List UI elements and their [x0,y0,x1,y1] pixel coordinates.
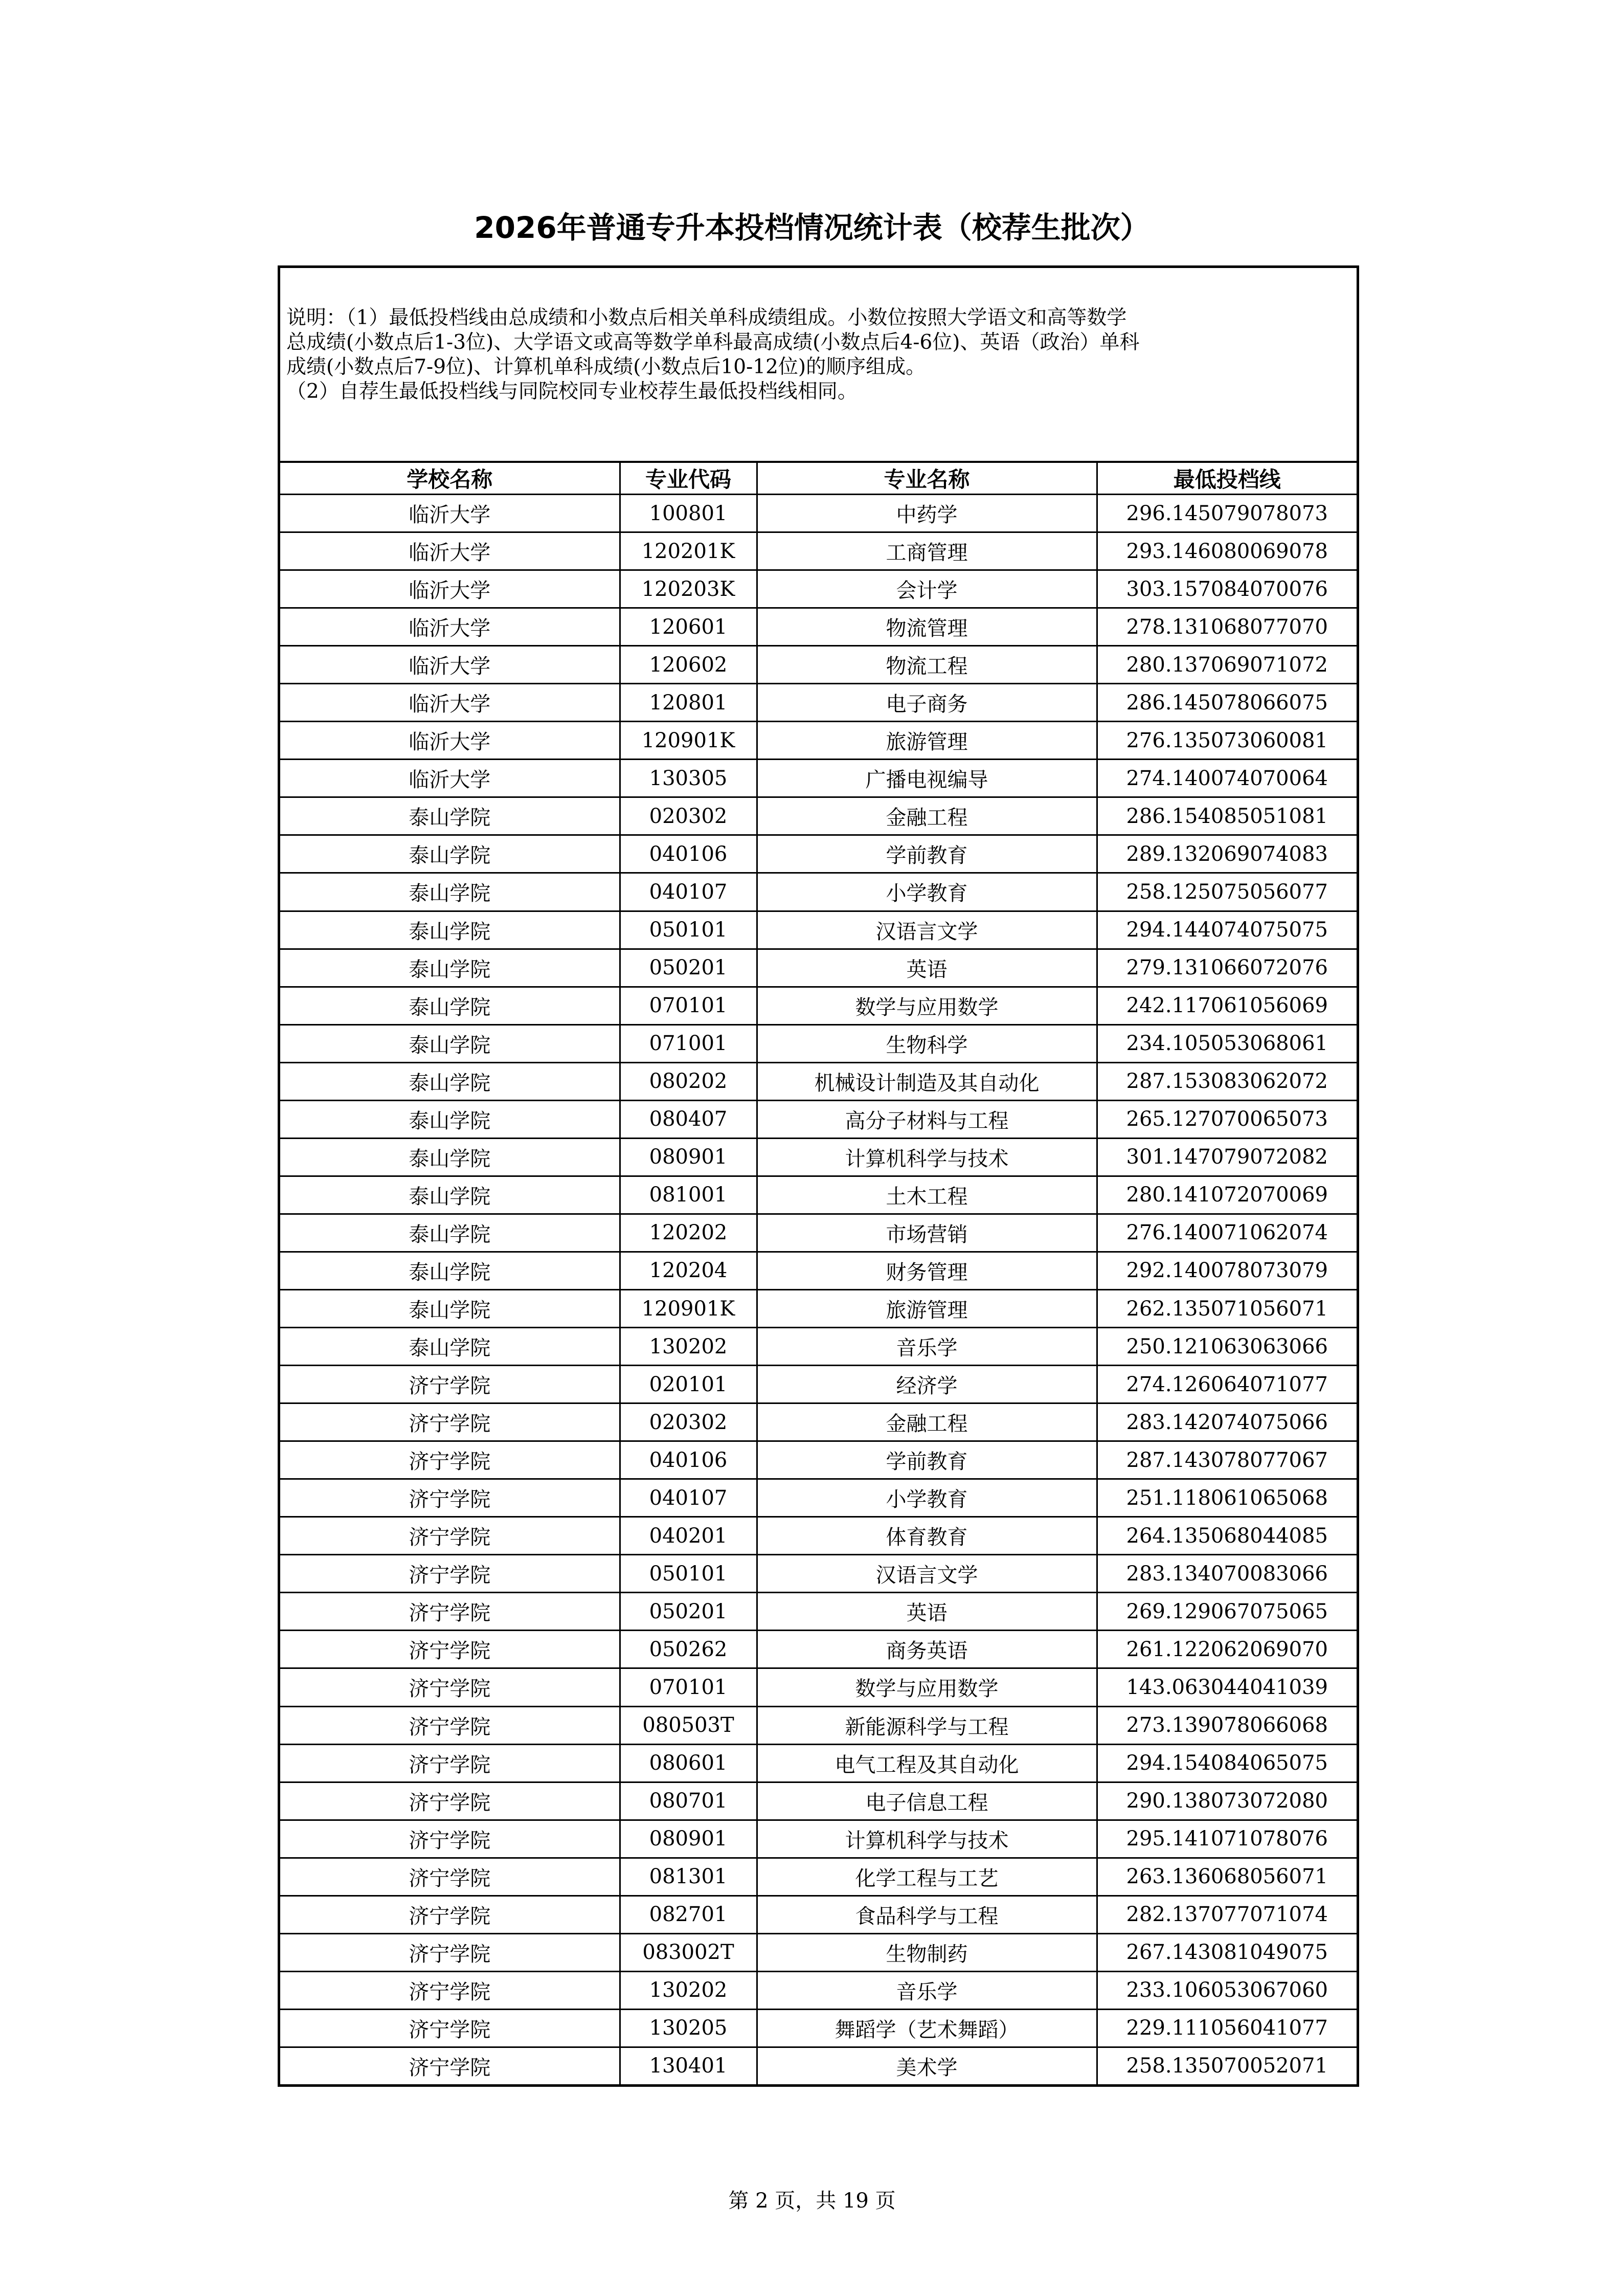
min-score-cell: 286.145078066075 [1097,684,1357,722]
school-name-cell: 济宁学院 [280,1896,620,1933]
table-row [280,1176,1357,1214]
min-score-cell: 242.117061056069 [1097,987,1357,1024]
table-body [280,495,1357,2085]
table-row [280,722,1357,760]
table-row [280,1479,1357,1517]
major-name-cell: 市场营销 [757,1214,1097,1252]
table-row [280,1896,1357,1933]
page-title: 2026年普通专升本投档情况统计表（校荐生批次） [474,210,1150,245]
min-score-cell: 280.141072070069 [1097,1176,1357,1214]
table-row [280,495,1357,532]
table-row [280,570,1357,608]
major-code-cell: 120204 [620,1252,757,1289]
major-name-cell: 物流管理 [757,608,1097,646]
major-name-cell: 音乐学 [757,1328,1097,1366]
major-name-cell: 英语 [757,949,1097,987]
min-score-cell: 289.132069074083 [1097,835,1357,873]
major-name-cell: 金融工程 [757,797,1097,835]
min-score-cell: 233.106053067060 [1097,1971,1357,2009]
table-header-row [280,463,1357,495]
min-score-cell: 278.131068077070 [1097,608,1357,646]
table-row [280,949,1357,987]
major-code-cell: 120202 [620,1214,757,1252]
major-name-cell: 土木工程 [757,1176,1097,1214]
header-major-code: 专业代码 [620,463,757,495]
major-name-cell: 电子商务 [757,684,1097,722]
major-name-cell: 汉语言文学 [757,1555,1097,1593]
major-name-cell: 小学教育 [757,1479,1097,1517]
school-name-cell: 临沂大学 [280,495,620,532]
major-code-cell: 080202 [620,1062,757,1100]
school-name-cell: 临沂大学 [280,684,620,722]
major-name-cell: 化学工程与工艺 [757,1858,1097,1896]
table-row [280,1933,1357,1971]
table-row [280,1214,1357,1252]
major-name-cell: 电气工程及其自动化 [757,1744,1097,1782]
major-name-cell: 舞蹈学（艺术舞蹈） [757,2009,1097,2047]
min-score-cell: 274.140074070064 [1097,760,1357,797]
note-line: 总成绩(小数点后1-3位)、大学语文或高等数学单科最高成绩(小数点后4-6位)、英语（政治）单科 [286,331,1140,354]
table-row [280,1100,1357,1138]
min-score-cell: 296.145079078073 [1097,495,1357,532]
major-name-cell: 食品科学与工程 [757,1896,1097,1933]
school-name-cell: 济宁学院 [280,1858,620,1896]
major-code-cell: 070101 [620,987,757,1024]
major-code-cell: 080407 [620,1100,757,1138]
table-row [280,1858,1357,1896]
school-name-cell: 济宁学院 [280,1971,620,2009]
table-row [280,1668,1357,1706]
table-row [280,1289,1357,1327]
min-score-cell: 303.157084070076 [1097,570,1357,608]
major-code-cell: 120602 [620,646,757,684]
major-name-cell: 商务英语 [757,1631,1097,1668]
school-name-cell: 临沂大学 [280,532,620,570]
min-score-cell: 282.137077071074 [1097,1896,1357,1933]
major-name-cell: 会计学 [757,570,1097,608]
school-name-cell: 济宁学院 [280,1517,620,1555]
table-row [280,684,1357,722]
major-code-cell: 050101 [620,1555,757,1593]
table-row [280,911,1357,949]
major-name-cell: 中药学 [757,495,1097,532]
notes-box [280,268,1357,463]
major-code-cell: 020302 [620,1403,757,1441]
major-name-cell: 数学与应用数学 [757,987,1097,1024]
table-row [280,1782,1357,1820]
school-name-cell: 临沂大学 [280,570,620,608]
major-code-cell: 040201 [620,1517,757,1555]
min-score-cell: 293.146080069078 [1097,532,1357,570]
major-name-cell: 生物科学 [757,1024,1097,1062]
min-score-cell: 269.129067075065 [1097,1593,1357,1631]
min-score-cell: 234.105053068061 [1097,1024,1357,1062]
table-row [280,1252,1357,1289]
major-code-cell: 050101 [620,911,757,949]
school-name-cell: 济宁学院 [280,1479,620,1517]
major-code-cell: 080901 [620,1138,757,1176]
school-name-cell: 济宁学院 [280,1555,620,1593]
table-row [280,1062,1357,1100]
major-name-cell: 学前教育 [757,835,1097,873]
table-row [280,1138,1357,1176]
min-score-cell: 258.135070052071 [1097,2047,1357,2084]
major-code-cell: 080901 [620,1820,757,1858]
table-row [280,873,1357,911]
table-row [280,1555,1357,1593]
major-code-cell: 120201K [620,532,757,570]
table-row [280,2047,1357,2084]
table-row [280,760,1357,797]
min-score-cell: 279.131066072076 [1097,949,1357,987]
major-name-cell: 高分子材料与工程 [757,1100,1097,1138]
school-name-cell: 济宁学院 [280,2009,620,2047]
major-code-cell: 070101 [620,1668,757,1706]
school-name-cell: 济宁学院 [280,1744,620,1782]
page-footer: 第 2 页，共 19 页 [728,2189,896,2213]
school-name-cell: 临沂大学 [280,608,620,646]
major-code-cell: 120901K [620,722,757,760]
major-name-cell: 计算机科学与技术 [757,1138,1097,1176]
min-score-cell: 290.138073072080 [1097,1782,1357,1820]
major-code-cell: 050201 [620,1593,757,1631]
min-score-cell: 143.063044041039 [1097,1668,1357,1706]
table-row [280,1971,1357,2009]
major-name-cell: 美术学 [757,2047,1097,2084]
major-code-cell: 130202 [620,1971,757,2009]
min-score-cell: 263.136068056071 [1097,1858,1357,1896]
table-row [280,1820,1357,1858]
major-name-cell: 音乐学 [757,1971,1097,2009]
table-row [280,1328,1357,1366]
major-name-cell: 计算机科学与技术 [757,1820,1097,1858]
major-name-cell: 数学与应用数学 [757,1668,1097,1706]
school-name-cell: 泰山学院 [280,1289,620,1327]
table-row [280,1593,1357,1631]
school-name-cell: 济宁学院 [280,1403,620,1441]
header-major-name: 专业名称 [757,463,1097,495]
major-code-cell: 130205 [620,2009,757,2047]
min-score-cell: 286.154085051081 [1097,797,1357,835]
note-line: （2）自荐生最低投档线与同院校同专业校荐生最低投档线相同。 [286,380,858,403]
header-min-score: 最低投档线 [1097,463,1357,495]
table-row [280,835,1357,873]
major-name-cell: 物流工程 [757,646,1097,684]
school-name-cell: 泰山学院 [280,1100,620,1138]
min-score-cell: 264.135068044085 [1097,1517,1357,1555]
major-code-cell: 100801 [620,495,757,532]
min-score-cell: 273.139078066068 [1097,1706,1357,1744]
school-name-cell: 泰山学院 [280,1138,620,1176]
major-name-cell: 经济学 [757,1366,1097,1403]
school-name-cell: 济宁学院 [280,2047,620,2084]
min-score-cell: 294.144074075075 [1097,911,1357,949]
header-school-name: 学校名称 [280,463,620,495]
major-code-cell: 130305 [620,760,757,797]
table-row [280,2009,1357,2047]
major-name-cell: 学前教育 [757,1441,1097,1479]
school-name-cell: 临沂大学 [280,722,620,760]
school-name-cell: 泰山学院 [280,911,620,949]
school-name-cell: 济宁学院 [280,1933,620,1971]
table-row [280,532,1357,570]
major-code-cell: 120901K [620,1289,757,1327]
min-score-cell: 250.121063063066 [1097,1328,1357,1366]
min-score-cell: 258.125075056077 [1097,873,1357,911]
min-score-cell: 261.122062069070 [1097,1631,1357,1668]
major-code-cell: 081001 [620,1176,757,1214]
school-name-cell: 泰山学院 [280,1328,620,1366]
school-name-cell: 临沂大学 [280,646,620,684]
major-name-cell: 英语 [757,1593,1097,1631]
min-score-cell: 229.111056041077 [1097,2009,1357,2047]
major-name-cell: 金融工程 [757,1403,1097,1441]
major-code-cell: 130401 [620,2047,757,2084]
min-score-cell: 274.126064071077 [1097,1366,1357,1403]
note-line: 成绩(小数点后7-9位)、计算机单科成绩(小数点后10-12位)的顺序组成。 [286,355,926,378]
major-name-cell: 旅游管理 [757,722,1097,760]
table-row [280,987,1357,1024]
school-name-cell: 济宁学院 [280,1631,620,1668]
admission-table [280,463,1357,2084]
school-name-cell: 泰山学院 [280,1176,620,1214]
table-row [280,1706,1357,1744]
min-score-cell: 283.142074075066 [1097,1403,1357,1441]
major-code-cell: 080701 [620,1782,757,1820]
table-row [280,1744,1357,1782]
major-name-cell: 体育教育 [757,1517,1097,1555]
school-name-cell: 泰山学院 [280,987,620,1024]
major-code-cell: 020101 [620,1366,757,1403]
school-name-cell: 济宁学院 [280,1820,620,1858]
min-score-cell: 301.147079072082 [1097,1138,1357,1176]
major-code-cell: 020302 [620,797,757,835]
min-score-cell: 294.154084065075 [1097,1744,1357,1782]
major-code-cell: 080601 [620,1744,757,1782]
min-score-cell: 295.141071078076 [1097,1820,1357,1858]
table-frame [278,265,1359,2087]
major-code-cell: 071001 [620,1024,757,1062]
school-name-cell: 济宁学院 [280,1782,620,1820]
school-name-cell: 济宁学院 [280,1593,620,1631]
min-score-cell: 283.134070083066 [1097,1555,1357,1593]
major-code-cell: 050262 [620,1631,757,1668]
table-row [280,1403,1357,1441]
school-name-cell: 临沂大学 [280,760,620,797]
school-name-cell: 泰山学院 [280,1062,620,1100]
major-code-cell: 081301 [620,1858,757,1896]
major-name-cell: 电子信息工程 [757,1782,1097,1820]
min-score-cell: 287.153083062072 [1097,1062,1357,1100]
major-code-cell: 040106 [620,1441,757,1479]
school-name-cell: 泰山学院 [280,873,620,911]
major-code-cell: 040107 [620,873,757,911]
min-score-cell: 292.140078073079 [1097,1252,1357,1289]
major-code-cell: 080503T [620,1706,757,1744]
major-code-cell: 082701 [620,1896,757,1933]
table-row [280,1024,1357,1062]
min-score-cell: 251.118061065068 [1097,1479,1357,1517]
major-name-cell: 汉语言文学 [757,911,1097,949]
major-code-cell: 050201 [620,949,757,987]
major-name-cell: 财务管理 [757,1252,1097,1289]
major-name-cell: 旅游管理 [757,1289,1097,1327]
table-row [280,797,1357,835]
major-code-cell: 083002T [620,1933,757,1971]
table-row [280,1517,1357,1555]
table-row [280,1441,1357,1479]
min-score-cell: 265.127070065073 [1097,1100,1357,1138]
major-name-cell: 新能源科学与工程 [757,1706,1097,1744]
school-name-cell: 济宁学院 [280,1668,620,1706]
major-name-cell: 生物制药 [757,1933,1097,1971]
school-name-cell: 泰山学院 [280,797,620,835]
note-line: 说明：（1）最低投档线由总成绩和小数点后相关单科成绩组成。小数位按照大学语文和高等数学 [286,306,1127,329]
min-score-cell: 262.135071056071 [1097,1289,1357,1327]
major-code-cell: 120601 [620,608,757,646]
major-code-cell: 040107 [620,1479,757,1517]
major-code-cell: 040106 [620,835,757,873]
table-row [280,1366,1357,1403]
min-score-cell: 287.143078077067 [1097,1441,1357,1479]
school-name-cell: 泰山学院 [280,1252,620,1289]
table-row [280,1631,1357,1668]
school-name-cell: 泰山学院 [280,1214,620,1252]
min-score-cell: 267.143081049075 [1097,1933,1357,1971]
school-name-cell: 济宁学院 [280,1441,620,1479]
major-code-cell: 130202 [620,1328,757,1366]
school-name-cell: 泰山学院 [280,1024,620,1062]
min-score-cell: 276.140071062074 [1097,1214,1357,1252]
school-name-cell: 泰山学院 [280,835,620,873]
major-name-cell: 机械设计制造及其自动化 [757,1062,1097,1100]
school-name-cell: 泰山学院 [280,949,620,987]
table-row [280,646,1357,684]
major-name-cell: 小学教育 [757,873,1097,911]
major-name-cell: 广播电视编导 [757,760,1097,797]
min-score-cell: 276.135073060081 [1097,722,1357,760]
table-row [280,608,1357,646]
major-code-cell: 120203K [620,570,757,608]
school-name-cell: 济宁学院 [280,1706,620,1744]
major-code-cell: 120801 [620,684,757,722]
major-name-cell: 工商管理 [757,532,1097,570]
school-name-cell: 济宁学院 [280,1366,620,1403]
min-score-cell: 280.137069071072 [1097,646,1357,684]
